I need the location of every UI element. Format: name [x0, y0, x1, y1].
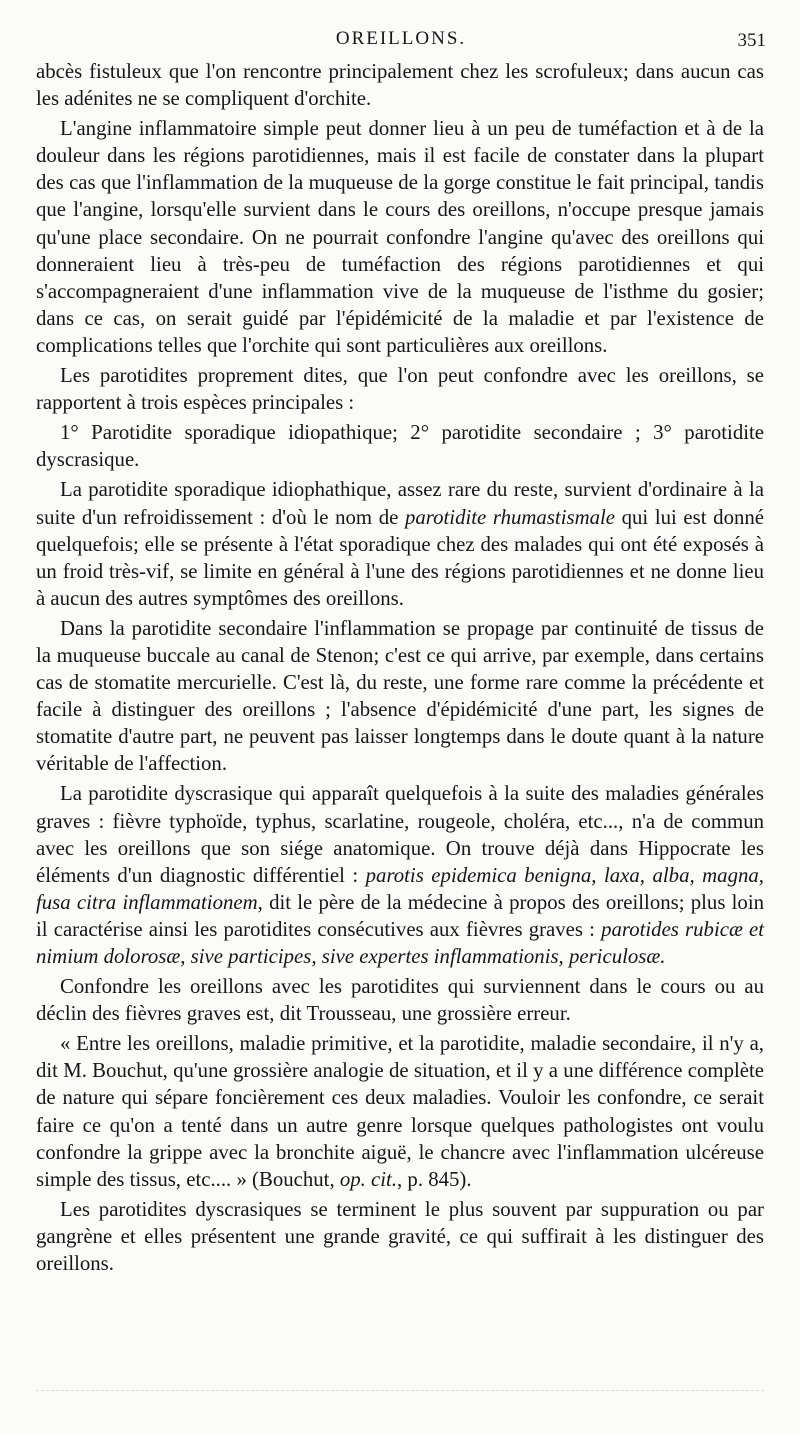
paragraph	[36, 1196, 764, 1277]
italic-text-segment: parotis epidemica benigna, laxa, alba, magna, fusa citra inflammationem	[36, 863, 764, 914]
text-segment: La parotidite dyscrasique qui apparaît quelquefois à la suite des maladies générales graves : fièvre typhoïde, typhus, scarlatine, rougeole, choléra, etc..., n'a de commun avec les oreillons que son siége anatomique. On trouve déjà dans Hippocrate les éléments d'un diagnostic différentiel :	[36, 782, 764, 887]
paragraph	[36, 362, 764, 416]
text-segment: qui lui est donné quelquefois; elle se présente à l'état sporadique chez des malades qui ont été exposés à un froid très-vif, se limite en général à l'une des régions parotidiennes et ne donne lieu à aucun des autres symptômes des oreillons.	[36, 505, 764, 610]
paragraph	[36, 115, 764, 359]
paragraph	[36, 1030, 764, 1193]
body-text	[36, 58, 764, 1280]
page-number: 351	[737, 30, 766, 51]
text-segment: La parotidite sporadique idiophathique, assez rare du reste, survient d'ordinaire à la suite d'un refroidissement : d'où le nom de	[36, 478, 764, 529]
paragraph	[36, 615, 764, 778]
italic-text-segment: op. cit.	[339, 1167, 398, 1191]
paragraph	[36, 476, 764, 611]
text-segment: Confondre les oreillons avec les parotidites qui surviennent dans le cours ou au déclin des fièvres graves est, dit Trousseau, une grossière erreur.	[36, 975, 764, 1026]
text-segment: « Entre les oreillons, maladie primitive, et la parotidite, maladie secondaire, il n'y a, dit M. Bouchut, qu'une grossière analogie de situation, et il y a une différence complète de nature qui sépare foncièrement ces deux maladies. Vouloir les confondre, ce serait faire ce qu'on a tenté dans un autre genre lorsque quelques pathologistes ont voulu confondre la grippe avec la bronchite aiguë, le chancre avec l'inflammation ulcéreuse simple des tissus, etc.... » (Bouchut,	[36, 1032, 764, 1191]
text-segment: Les parotidites dyscrasiques se terminent le plus souvent par suppuration ou par gangrène et elles présentent une grande gravité, ce qui suffirait à les distinguer des oreillons.	[36, 1197, 764, 1276]
text-segment: abcès fistuleux que l'on rencontre principalement chez les scrofuleux; dans aucun cas les adénites ne se compliquent d'orchite.	[36, 60, 764, 111]
paragraph	[36, 973, 764, 1027]
text-segment: L'angine inflammatoire simple peut donner lieu à un peu de tuméfaction et à de la douleur dans les régions parotidiennes, mais il est facile de constater dans la plupart des cas que l'inflammation de la muqueuse de la gorge constitue le fait principal, tandis que l'angine, lorsqu'elle survient dans le cours des oreillons, n'occupe presque jamais qu'une place secondaire. On ne pourrait confondre l'angine qu'avec des oreillons qui donneraient lieu à très-peu de tuméfaction des régions parotidiennes et qui s'accompagneraient d'une inflammation vive de la muqueuse de l'isthme du gosier; dans ce cas, on serait guidé par l'épidémicité de la maladie et par l'existence de complications telles que l'orchite qui sont particulières aux oreillons.	[36, 117, 764, 357]
running-title: OREILLONS.	[335, 28, 467, 49]
italic-text-segment: parotidite rhumastismale	[405, 505, 615, 529]
paragraph	[36, 58, 764, 112]
text-segment: , dit le père de la médecine à propos des oreillons; plus loin il caractérise ainsi les parotidites consécutives aux fièvres graves :	[36, 890, 765, 941]
text-segment: , p. 845).	[397, 1167, 472, 1191]
text-segment: 1° Parotidite sporadique idiopathique; 2° parotidite secondaire ; 3° parotidite dyscrasique.	[36, 421, 764, 472]
text-segment: Les parotidites proprement dites, que l'on peut confondre avec les oreillons, se rapportent à trois espèces principales :	[36, 364, 764, 415]
page-header	[36, 22, 766, 52]
italic-text-segment: parotides rubicæ et nimium dolorosæ, sive participes, sive expertes inflammationis, periculosæ.	[36, 917, 764, 968]
text-segment: Dans la parotidite secondaire l'inflammation se propage par continuité de tissus de la muqueuse buccale au canal de Stenon; c'est ce qui arrive, par exemple, dans certains cas de stomatite mercurielle. C'est là, du reste, une forme rare comme la précédente et facile à distinguer des oreillons ; l'absence d'épidémicité d'une part, les signes de stomatite d'autre part, ne peuvent pas laisser longtemps dans le doute quant à la nature véritable de l'affection.	[36, 616, 764, 776]
paragraph	[36, 419, 764, 473]
paragraph	[36, 780, 764, 970]
footer-rule	[36, 1390, 764, 1391]
